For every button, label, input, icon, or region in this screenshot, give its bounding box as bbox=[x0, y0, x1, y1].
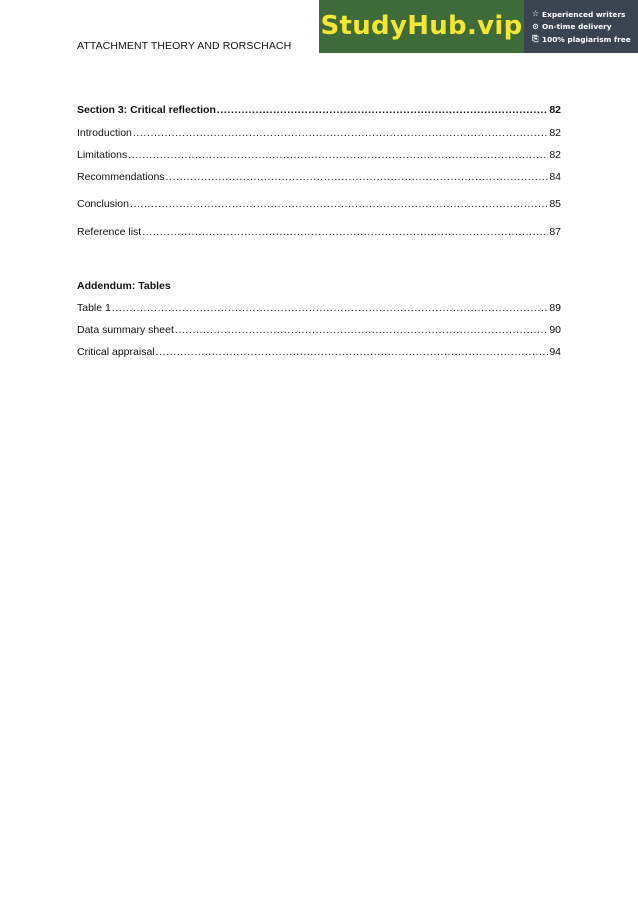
toc-page-number: 94 bbox=[549, 346, 561, 358]
banner-feature-label: 100% plagiarism free bbox=[542, 34, 631, 44]
toc-page-number: 85 bbox=[549, 198, 561, 210]
toc-entry-limitations[interactable] bbox=[77, 149, 561, 161]
studyhub-logo[interactable]: StudyHub.vip bbox=[319, 0, 524, 53]
toc-entry-recommendations[interactable] bbox=[77, 171, 561, 183]
banner-feature-list bbox=[531, 8, 635, 46]
toc-entry-title: Table 1 bbox=[77, 302, 111, 314]
toc-page-number: 82 bbox=[549, 127, 561, 139]
toc-page-number: 84 bbox=[549, 171, 561, 183]
toc-entry-conclusion[interactable] bbox=[77, 198, 561, 210]
toc-dot-leader bbox=[112, 302, 548, 314]
toc-dot-leader bbox=[128, 149, 548, 161]
toc-page-number: 87 bbox=[549, 226, 561, 238]
banner-feature-plagiarism bbox=[531, 33, 635, 46]
toc-page-number: 90 bbox=[549, 324, 561, 336]
toc-page-number: 89 bbox=[549, 302, 561, 314]
toc-dot-leader bbox=[217, 104, 548, 116]
toc-entry-title: Introduction bbox=[77, 127, 132, 139]
toc-dot-leader bbox=[166, 171, 549, 183]
toc-dot-leader bbox=[133, 127, 548, 139]
toc-entry-title: Data summary sheet bbox=[77, 324, 174, 336]
toc-entry-title: Critical appraisal bbox=[77, 346, 155, 358]
toc-page-number: 82 bbox=[549, 104, 561, 116]
banner-feature-label: Experienced writers bbox=[542, 9, 626, 19]
toc-entry-title: Recommendations bbox=[77, 171, 165, 183]
toc-dot-leader bbox=[175, 324, 548, 336]
toc-dot-leader bbox=[156, 346, 549, 358]
banner-feature-label: On-time delivery bbox=[542, 22, 612, 32]
toc-entry-reference-list[interactable] bbox=[77, 226, 561, 238]
toc-entry-title: Limitations bbox=[77, 149, 128, 161]
toc-entry-introduction[interactable] bbox=[77, 127, 561, 139]
addendum-heading: Addendum: Tables bbox=[77, 280, 171, 292]
toc-entry-title: Conclusion bbox=[77, 198, 129, 210]
banner-feature-delivery bbox=[531, 21, 635, 34]
clock-icon: ⊙ bbox=[532, 21, 539, 31]
banner-feature-writers bbox=[531, 8, 635, 21]
toc-entry-title: Reference list bbox=[77, 226, 142, 238]
toc-page-number: 82 bbox=[549, 149, 561, 161]
star-icon: ☆ bbox=[531, 9, 540, 19]
toc-entry-section-3[interactable] bbox=[77, 104, 561, 116]
advertisement-banner[interactable] bbox=[319, 0, 638, 53]
toc-dot-leader bbox=[130, 198, 548, 210]
toc-entry-title: Section 3: Critical reflection bbox=[77, 104, 216, 116]
toc-entry-table-1[interactable] bbox=[77, 302, 561, 314]
toc-entry-critical-appraisal[interactable] bbox=[77, 346, 561, 358]
document-icon: ⎘ bbox=[532, 34, 539, 44]
running-header: ATTACHMENT THEORY AND RORSCHACH bbox=[77, 40, 292, 52]
toc-entry-data-summary-sheet[interactable] bbox=[77, 324, 561, 336]
toc-dot-leader bbox=[142, 226, 548, 238]
